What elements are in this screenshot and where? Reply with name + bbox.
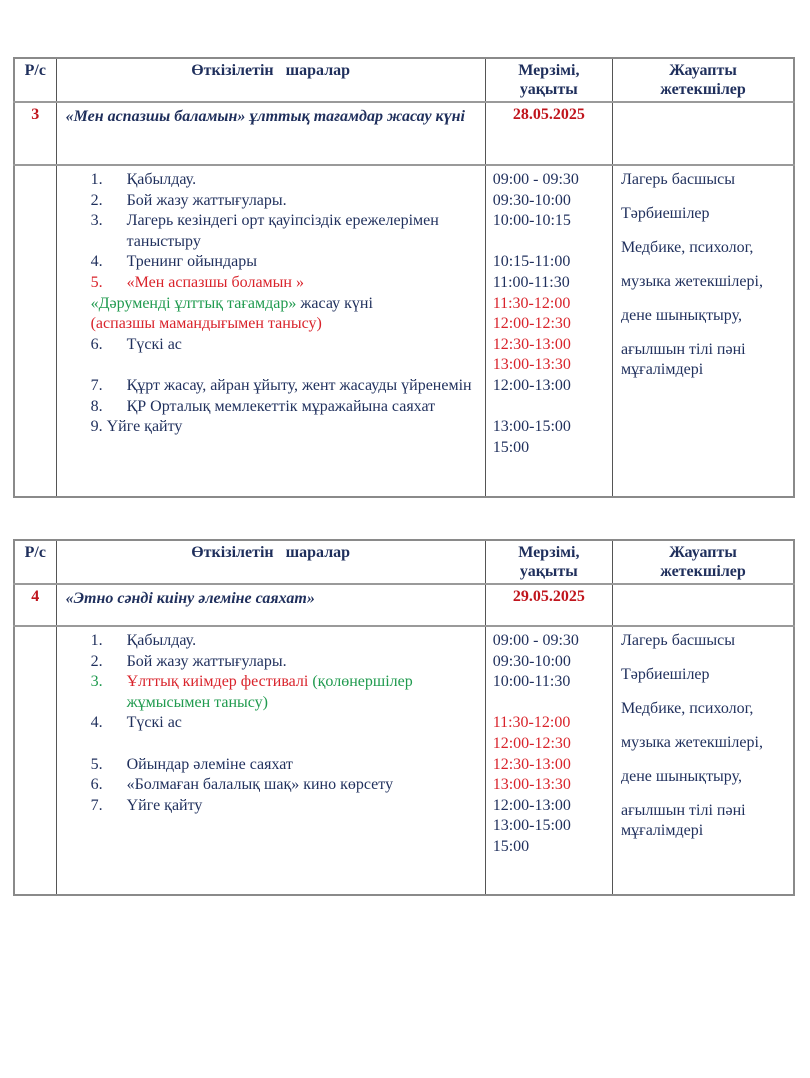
table-header-row: [14, 540, 794, 584]
header-time: Мерзімі, уақыты: [485, 58, 612, 102]
responsible-item: ағылшын тілі пәні: [621, 802, 746, 819]
time-slot: 13:00-15:00: [492, 418, 571, 436]
list-item: 6. Түскі ас: [90, 335, 182, 353]
responsible-item: ағылшын тілі пәні: [621, 341, 746, 358]
time-slot: 10:15-11:00: [492, 253, 571, 271]
responsible-item: Лагерь басшысы: [621, 632, 735, 649]
day-date: 28.05.2025: [485, 102, 612, 165]
time-slot: 10:00-10:15: [492, 212, 571, 230]
time-slot: 09:00 - 09:30: [492, 171, 579, 188]
responsible-item: Тәрбиешілер: [621, 205, 710, 222]
responsible-item: дене шынықтыру,: [621, 307, 742, 324]
activity-list: [56, 165, 485, 497]
time-slot: 12:00-13:00: [492, 376, 571, 394]
responsible-item: мұғалімдері: [621, 822, 704, 839]
list-item-highlighted: 5. «Мен аспазшы боламын »: [90, 273, 304, 291]
list-item: 1. Қабылдау.: [90, 632, 197, 649]
time-slot: 13:00-15:00: [492, 817, 571, 835]
header-responsible: Жауапты жетекшілер: [613, 540, 795, 584]
responsible-item: Лагерь басшысы: [621, 171, 735, 188]
list-item: 7. Үйге қайту: [90, 796, 203, 814]
time-slot: 11:30-12:00: [492, 714, 571, 732]
day-title: «Этно сәнді киіну әлеміне саяхат»: [56, 584, 485, 626]
time-list: [485, 626, 612, 895]
list-item: 5. Ойындар әлеміне саяхат: [90, 755, 293, 773]
time-slot: 09:30-10:00: [492, 191, 571, 209]
header-number: Р/с: [14, 58, 56, 102]
schedule-table-day-4: [13, 539, 795, 896]
header-responsible: Жауапты жетекшілер: [613, 58, 795, 102]
time-slot: 12:30-13:00: [492, 755, 571, 773]
empty-cell: [613, 584, 795, 626]
event-title-row: [14, 102, 794, 165]
list-item-continuation: «Дәруменді ұлттық тағамдар» жасау күні: [90, 294, 373, 312]
time-slot: 15:00: [492, 438, 530, 456]
header-time: Мерзімі, уақыты: [485, 540, 612, 584]
time-slot: 12:30-13:00: [492, 335, 571, 353]
responsible-list: [613, 626, 795, 895]
schedule-body-row: [14, 626, 794, 895]
day-number: 3: [14, 102, 56, 165]
empty-cell: [14, 626, 56, 895]
list-item: 3. Лагерь кезіндегі орт қауіпсіздік ережелерімен таныстыру: [90, 212, 439, 250]
schedule-body-row: [14, 165, 794, 497]
responsible-item: мұғалімдері: [621, 361, 704, 378]
empty-cell: [613, 102, 795, 165]
list-item: 2. Бой жазу жаттығулары.: [90, 652, 287, 670]
empty-cell: [14, 165, 56, 497]
list-item: 9. Үйге қайту: [90, 418, 183, 436]
day-title: «Мен аспазшы баламын» ұлттық тағамдар жасау күні: [56, 102, 485, 165]
list-item: 7. Құрт жасау, айран ұйыту, жент жасауды үйренемін: [90, 376, 472, 394]
responsible-item: Медбике, психолог,: [621, 700, 754, 717]
list-item-note: (аспазшы мамандығымен танысу): [90, 315, 322, 333]
responsible-item: Медбике, психолог,: [621, 239, 754, 256]
list-item: 4. Түскі ас: [90, 714, 182, 732]
time-slot: 13:00-13:30: [492, 776, 571, 794]
header-number: Р/с: [14, 540, 56, 584]
activity-list: [56, 626, 485, 895]
time-list: [485, 165, 612, 497]
time-slot: 10:00-11:30: [492, 673, 571, 691]
time-slot: 11:00-11:30: [492, 273, 570, 291]
responsible-list: [613, 165, 795, 497]
time-slot: 09:00 - 09:30: [492, 632, 579, 649]
table-header-row: [14, 58, 794, 102]
responsible-item: Тәрбиешілер: [621, 666, 710, 683]
list-item: 2. Бой жазу жаттығулары.: [90, 191, 287, 209]
schedule-table-day-3: [13, 57, 795, 498]
responsible-item: музыка жетекшілері,: [621, 273, 763, 290]
list-item: 6. «Болмаған балалық шақ» кино көрсету: [90, 776, 394, 794]
responsible-item: дене шынықтыру,: [621, 768, 742, 785]
time-slot: 15:00: [492, 837, 530, 855]
time-slot: 13:00-13:30: [492, 356, 571, 374]
list-item: 8. ҚР Орталық мемлекеттік мұражайына саяхат: [90, 397, 436, 415]
day-number: 4: [14, 584, 56, 626]
event-title-row: [14, 584, 794, 626]
time-slot: 12:00-12:30: [492, 315, 571, 333]
time-slot: 09:30-10:00: [492, 652, 571, 670]
time-slot: 11:30-12:00: [492, 294, 571, 312]
list-item: 4. Тренинг ойындары: [90, 253, 257, 271]
responsible-item: музыка жетекшілері,: [621, 734, 763, 751]
list-item-highlighted: 3. Ұлттық киімдер фестивалі (қолөнершілер жұмысымен танысу): [90, 673, 413, 711]
day-date: 29.05.2025: [485, 584, 612, 626]
time-slot: 12:00-12:30: [492, 734, 571, 752]
time-slot: 12:00-13:00: [492, 796, 571, 814]
header-event: Өткізілетін шаралар: [56, 58, 485, 102]
header-event: Өткізілетін шаралар: [56, 540, 485, 584]
list-item: 1. Қабылдау.: [90, 171, 197, 188]
